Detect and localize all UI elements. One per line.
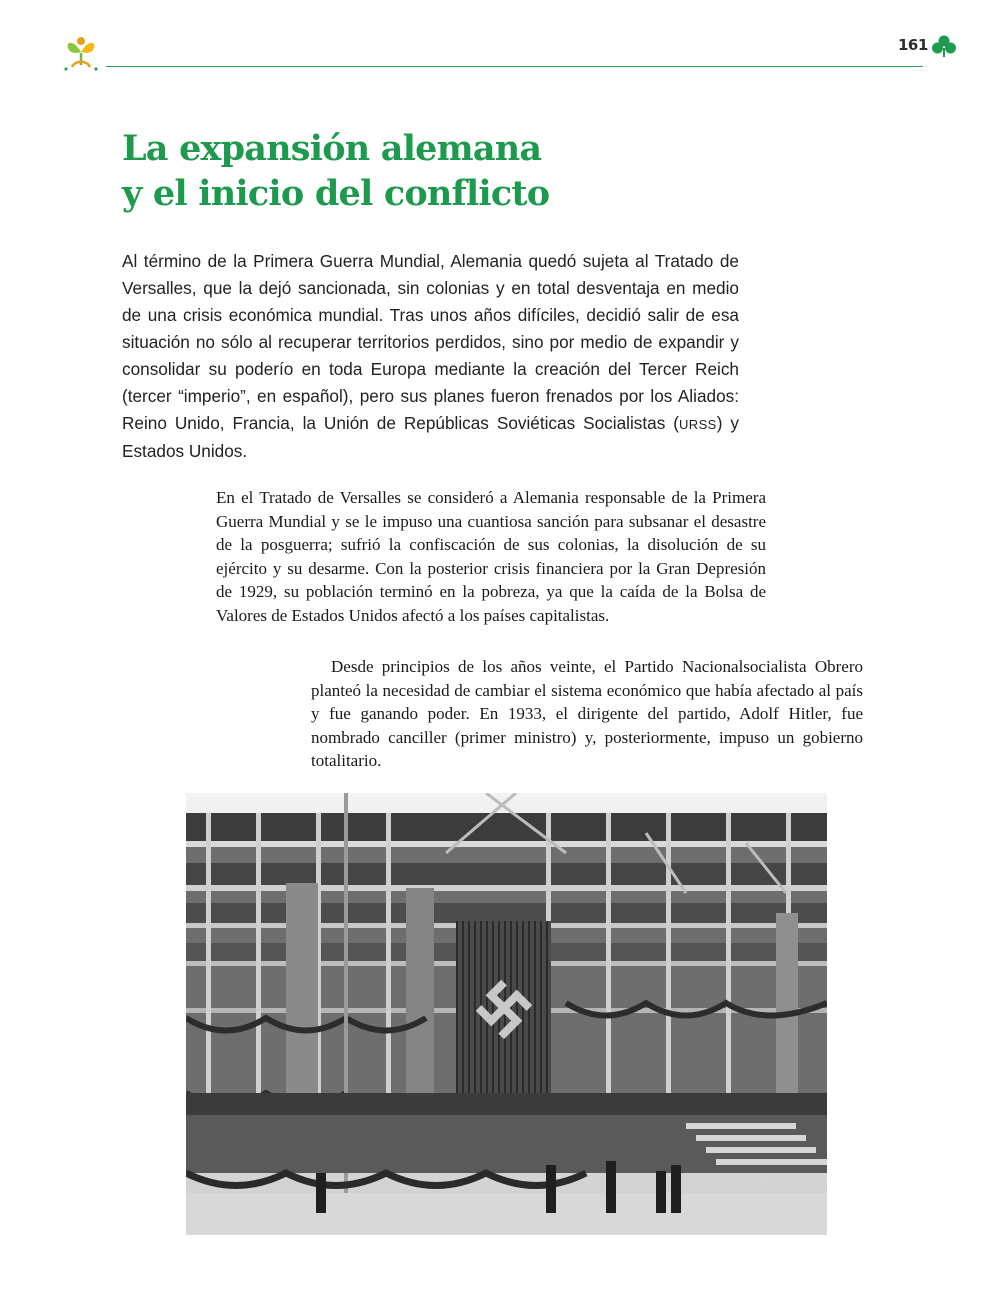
intro-text-b: ) y Estados Unidos.: [122, 413, 739, 461]
body-paragraph-1: En el Tratado de Versalles se consideró a Alemania responsable de la Primera Guerra Mundial y se le impuso una cuantiosa sanción para subsanar el desastre de la posguerra; sufrió la confiscación de sus colonias, la disolución de su ejército y su desarme. Con la posterior crisis financiera por la Gran Depresión de 1929, su población terminó en la pobreza, ya que la caída de la Bolsa de Valores de Estados Unidos afectó a los países capitalistas.: [216, 488, 766, 625]
header-rule: [106, 66, 923, 67]
clover-icon: [930, 34, 958, 58]
historical-photo-svg: [186, 793, 827, 1235]
page-number: 161: [898, 36, 928, 54]
intro-acronym: URSS: [679, 417, 717, 432]
page-title-line-1: La expansión alemana: [122, 128, 542, 169]
intro-paragraph: [122, 248, 739, 465]
intro-text-a: Al término de la Primera Guerra Mundial, Alemania quedó sujeta al Tratado de Versalles, que la dejó sancionada, sin colonias y en total desventaja en medio de una crisis económica mundial. Tras unos años difíciles, decidió salir de esa situación no sólo al recuperar territorios perdidos, sino por medio de expandir y consolidar su poderío en toda Europa mediante la creación del Tercer Reich (tercer “imperio”, en español), pero sus planes fueron frenados por los Aliados: Reino Unido, Francia, la Unión de Repúblicas Soviéticas Socialistas (: [122, 251, 739, 433]
body-paragraph-2: Desde principios de los años veinte, el Partido Nacionalsocialista Obrero planteó la necesidad de cambiar el sistema económico que había afectado al país y fue ganando poder. En 1933, el dirigente del partido, Adolf Hitler, fue nombrado canciller (primer ministro) y, posteriormente, impuso un gobierno totalitario.: [311, 657, 863, 770]
page-title: [122, 126, 642, 216]
page-title-line-2: y el inicio del conflicto: [122, 173, 550, 214]
historical-photo: [186, 793, 827, 1235]
sprout-figure-icon: [60, 32, 102, 72]
